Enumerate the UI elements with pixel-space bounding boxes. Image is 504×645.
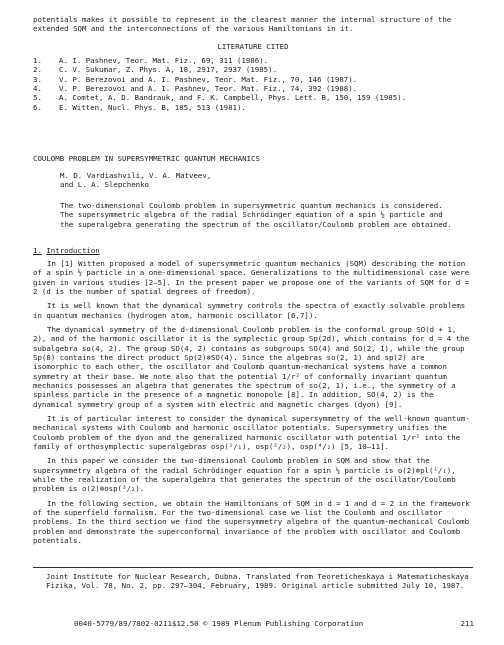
authors-line-2: and L. A. Slepchenko (60, 180, 149, 190)
footnote-rule (33, 567, 473, 568)
paragraph-6: In the following section, we obtain the Hamiltonians of SQM in d = 1 and d = 2 in the framework of the superfield formalism. For the two-dimensional case we list the Coulomb and oscillator problems. In the third section we find the supersymmetry algebra of the quantum-mechanical Coulomb problem and demonstrate the superconformal invariance of the problem with oscillator and Coulomb potentials. (33, 498, 470, 545)
abstract (60, 201, 460, 229)
paragraph-4: It is of particular interest to consider the dynamical supersymmetry of the well-known quantum-mechanical systems with Coulomb and harmonic oscillator potentials. Supersymmetry unifies the Coulomb problem of the dyon and the generalized harmonic oscillator with potential 1/r² into the family of orthosymplectic superalgebras osp(¹/₁), osp(²/₂), osp(⁴/₂) [5, 10–11]. (33, 413, 470, 451)
article-title: COULOMB PROBLEM IN SUPERSYMMETRIC QUANTUM MECHANICS (33, 154, 260, 163)
page-footer (74, 619, 474, 628)
paragraph-5: In this paper we consider the two-dimensional Coulomb problem in SQM and show that the supersymmetry algebra of the radial Schrödinger equation for a spin ½ particle is o(2)⊗pl(¹/₁), while the realization of the superalgebra that generates the spectrum of the oscillator/Coulomb problem is o(2)⊗osp(²/₂). (33, 456, 456, 494)
reference-item (33, 103, 473, 112)
reference-text: C. V. Sukumar, Z. Phys. A, 18, 2917, 2937 (1985). (59, 65, 278, 75)
reference-number: 2. (33, 65, 42, 75)
section-heading (33, 246, 473, 255)
page-number: 211 (460, 619, 474, 628)
reference-item (33, 84, 473, 93)
reference-number: 4. (33, 83, 42, 93)
reference-text: V. P. Berezovoi and A. I. Pashnev, Teor. Mat. Fiz., 74, 392 (1988). (59, 83, 358, 93)
previous-article-ending (33, 15, 473, 34)
reference-list (33, 56, 473, 112)
paragraph-3: The dynamical symmetry of the d-dimensional Coulomb problem is the conformal group SO(d + 1, 2), and of the harmonic oscillator it is the symplectic group Sp(2d), which contains for d = 4 the subalgebra so(4, 2). The group SO(4, 2) contains as subgroups SO(4) and SO(2, 1), while the group Sp(8) contains the direct product Sp(2)⊗SO(4). Since the algebras so(2, 1) and sp(2) are isomorphic to each other, the oscillator and Coulomb quantum-mechanical systems have a common symmetry at their base. We note also that the potential 1/r² of conformally invariant quantum mechanics possesses an algebra that generates the spectrum of so(2, 1), i.e., the symmetry of a spinless particle in the presence of a magnetic monopole [8]. In addition, SO(4, 2) is the dynamical symmetry group of a system with electric and magnetic charges (dyon) [9]. (33, 324, 470, 409)
article-authors (60, 171, 360, 190)
reference-item (33, 56, 473, 65)
section-title: Introduction (46, 246, 100, 255)
reference-text: A. I. Pashnev, Teor. Mat. Fiz., 69, 311 (1986). (59, 56, 269, 65)
reference-number: 5. (33, 93, 42, 103)
reference-number: 3. (33, 74, 42, 84)
abstract-text: The two-dimensional Coulomb problem in supersymmetric quantum mechanics is considered. The supersymmetric algebra of the radial Schrödinger equation of a spin ½ particle and the superalgebra generating the spectrum of the oscillator/Coulomb problem are obtained. (60, 201, 452, 229)
previous-article-text: potentials makes it possible to represent in the clearest manner the internal structure of the extended SQM and the interconnections of the various Hamiltonians in it. (33, 15, 452, 34)
authors-line-1: M. D. Vardiashvili, V. A. Matveev, (60, 171, 212, 180)
copyright-code: 0040-5779/89/7802-0211$12.50 © 1989 Plenum Publishing Corporation (74, 619, 364, 628)
reference-item (33, 75, 473, 84)
literature-heading: LITERATURE CITED (217, 42, 289, 51)
reference-text: E. Witten, Nucl. Phys. B, 185, 513 (1981). (59, 102, 246, 112)
reference-text: V. P. Berezovoi and A. I. Pashnev, Teor. Mat. Fiz., 70, 146 (1987). (59, 74, 358, 84)
reference-number: 6. (33, 102, 42, 112)
reference-item (33, 65, 473, 74)
reference-number: 1. (33, 56, 42, 65)
affiliation-footnote (46, 572, 473, 591)
section-body (33, 259, 473, 545)
affiliation-text: Joint Institute for Nuclear Research, Dubna. Translated from Teoreticheskaya i Matematicheskaya Fizika, Vol. 78, No. 2, pp. 297–304, February, 1989. Original article submitted July 10, 1987. (46, 572, 469, 591)
paragraph-2: It is well known that the dynamical symmetry controls the spectra of exactly solvable problems in quantum mechanics (hydrogen atom, harmonic oscillator [6,7]). (33, 301, 466, 320)
reference-text: A. Comtet, A. D. Bandrauk, and F. K. Campbell, Phys. Lett. B, 150, 159 (1985). (59, 93, 407, 103)
reference-item (33, 93, 473, 102)
paragraph-1: In [1] Witten proposed a model of supersymmetric quantum mechanics (SQM) describing the motion of a spin ½ particle in a one-dimensional space. Generalizations to the multidimensional case were given in various studies [2–5]. In the present paper we propose one of the variants of SQM for d = 2 (d is the number of spatial degrees of freedom). (33, 259, 470, 296)
section-number: 1. (33, 246, 42, 255)
